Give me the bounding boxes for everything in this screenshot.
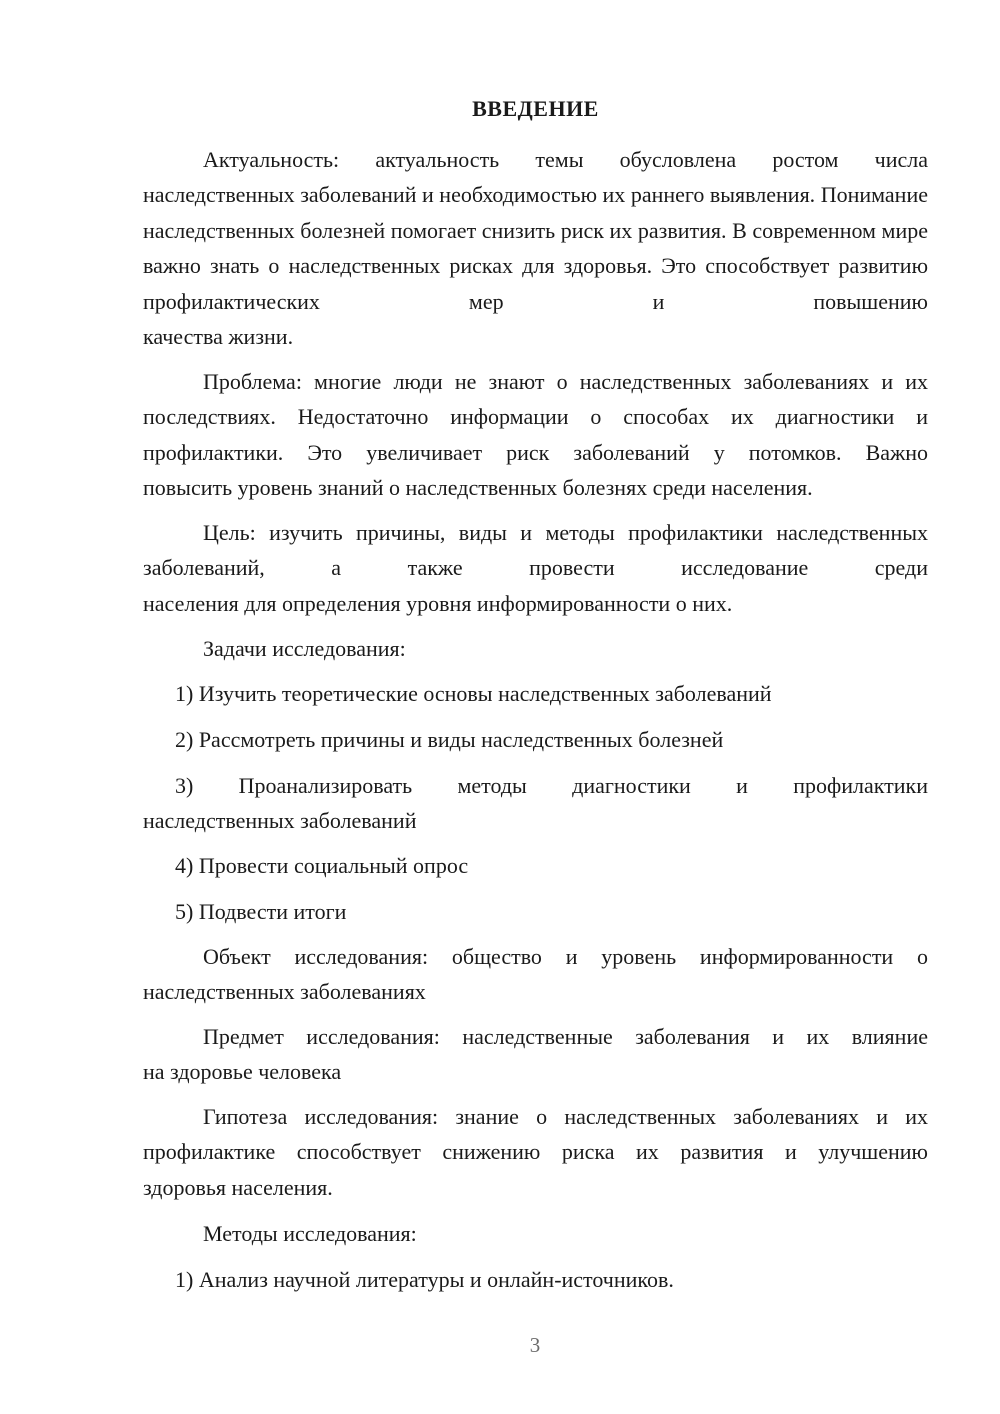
goal-text: Цель: изучить причины, виды и методы профилактики наследственных заболеваний, а также провести исследование среди [143, 520, 928, 581]
subject-first-line: Предмет исследования: наследственные заболевания и их влияние [203, 1024, 928, 1049]
task-item-5: 5) Подвести итоги [175, 899, 347, 924]
task-item-3-block [143, 768, 928, 839]
subject-paragraph [143, 1019, 928, 1090]
methods-heading-block [143, 1216, 928, 1251]
object-first-line: Объект исследования: общество и уровень информированности о [203, 944, 928, 969]
task-item-3-last-line: наследственных заболеваний [143, 808, 417, 834]
goal-last-line: населения для определения уровня информированности о них. [143, 590, 733, 616]
task-item-4-block [143, 848, 928, 883]
hypothesis-paragraph [143, 1099, 928, 1205]
relevance-text: Актуальность: актуальность темы обусловлена ростом числа наследственных заболеваний и необходимостью их раннего выявления. Понимание наследственных болезней помогает снизить риск их развития. В современном мире важно знать о наследственных рисках для здоровья. Это способствует развитию профилактических мер и повышению [143, 147, 928, 314]
goal-paragraph [143, 515, 928, 621]
problem-text: Проблема: многие люди не знают о наследственных заболеваниях и их последствиях. Недостаточно информации о способах их диагностики и профилактики. Это увеличивает риск заболеваний у потомков. Важно [143, 369, 928, 465]
tasks-heading-block [143, 631, 928, 666]
task-item-4: 4) Провести социальный опрос [175, 853, 469, 878]
tasks-heading: Задачи исследования: [203, 636, 406, 661]
task-item-5-block [143, 894, 928, 929]
page-number: 3 [529, 1333, 541, 1357]
task-item-1: 1) Изучить теоретические основы наследственных заболеваний [175, 681, 772, 706]
task-item-3-first-line: 3) Проанализировать методы диагностики и профилактики [175, 773, 928, 798]
task-item-1-block [143, 676, 928, 711]
relevance-last-line: качества жизни. [143, 324, 294, 350]
problem-paragraph [143, 364, 928, 506]
relevance-paragraph [143, 142, 928, 354]
object-paragraph [143, 939, 928, 1010]
task-item-2-block [143, 722, 928, 757]
methods-heading: Методы исследования: [203, 1221, 417, 1246]
method-item-1: 1) Анализ научной литературы и онлайн-источников. [175, 1267, 674, 1292]
task-item-2: 2) Рассмотреть причины и виды наследственных болезней [175, 727, 724, 752]
section-title: ВВЕДЕНИЕ [472, 96, 599, 121]
problem-last-line: повысить уровень знаний о наследственных болезнях среди населения. [143, 475, 813, 501]
subject-last-line: на здоровье человека [143, 1059, 342, 1085]
method-item-1-block [143, 1262, 928, 1297]
object-last-line: наследственных заболеваниях [143, 979, 426, 1005]
hypothesis-text: Гипотеза исследования: знание о наследственных заболеваниях и их профилактике способствует снижению риска их развития и улучшению [143, 1104, 928, 1165]
hypothesis-last-line: здоровья населения. [143, 1174, 333, 1200]
